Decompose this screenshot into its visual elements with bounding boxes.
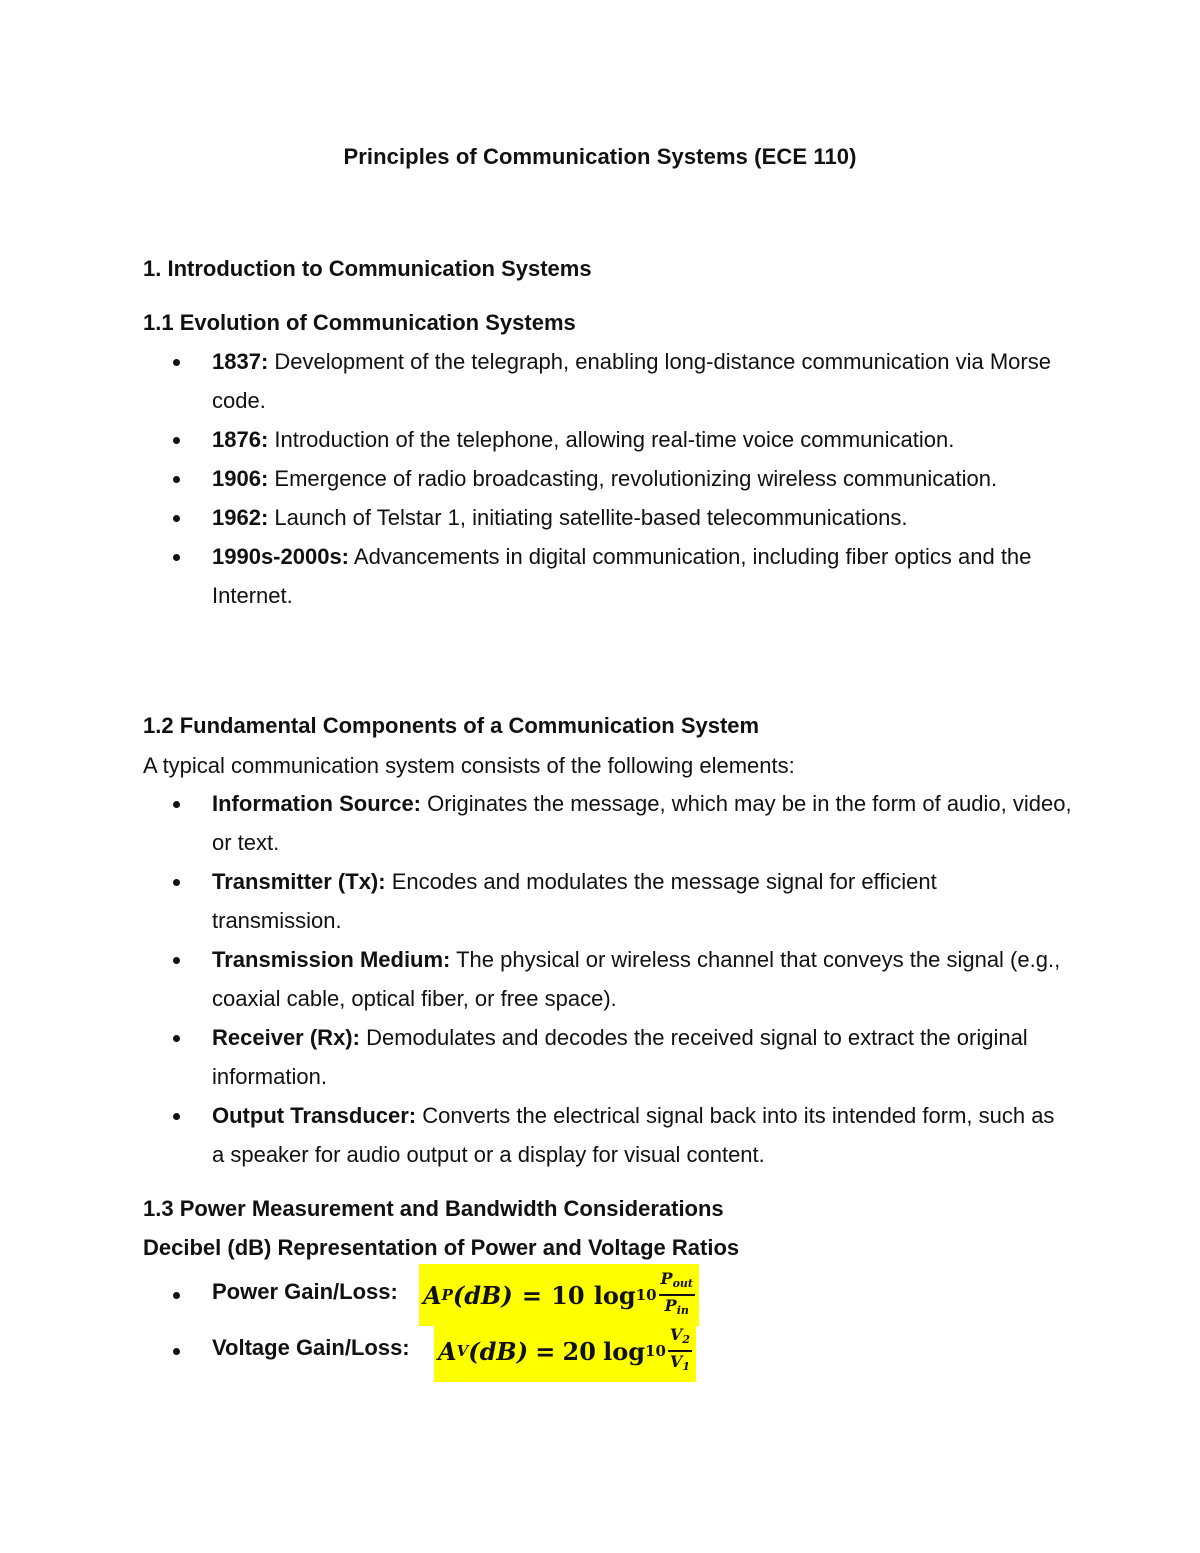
bullet-icon (173, 957, 180, 964)
formula-equals: = (521, 1280, 542, 1310)
list-item-term: 1876: (212, 427, 269, 452)
list-item-term: 1962: (212, 505, 269, 530)
document-title: Principles of Communication Systems (ECE 110) (343, 144, 857, 169)
bullet-icon (173, 1113, 180, 1120)
list-item (0, 784, 1072, 862)
formula-coefficient: 20 (562, 1336, 596, 1366)
list-item (0, 1096, 1072, 1174)
list-item (0, 862, 1072, 940)
bullet-icon (173, 1292, 180, 1299)
list-item-term: 1837: (212, 349, 269, 374)
section-1-1-heading: 1.1 Evolution of Communication Systems (143, 310, 576, 335)
list-item-term: Receiver (Rx): (212, 1025, 360, 1050)
bullet-icon (173, 554, 180, 561)
list-item-text: Emergence of radio broadcasting, revolutionizing wireless communication. (268, 466, 998, 491)
list-item (0, 498, 1072, 537)
components-list (0, 784, 1200, 1174)
list-item (0, 537, 1072, 615)
list-item-text: Converts the electrical signal back into its intended form, such as a speaker for audio output or a display for visual content. (212, 1103, 1055, 1167)
formula-fraction (659, 1270, 695, 1320)
evolution-list (0, 342, 1200, 615)
list-item-text: Originates the message, which may be in the form of audio, video, or text. (212, 791, 1072, 855)
list-item-text: Demodulates and decodes the received signal to extract the original information. (212, 1025, 1028, 1089)
bullet-icon (173, 1348, 180, 1355)
bullet-icon (173, 515, 180, 522)
formula-subscript: P (441, 1286, 453, 1304)
list-item-term: Transmission Medium: (212, 947, 451, 972)
list-item (0, 459, 1072, 498)
formula-symbol: A (438, 1336, 457, 1366)
formula-denominator: $V_1$ (669, 1352, 690, 1373)
formula-coefficient: 10 (551, 1280, 585, 1310)
list-item-text: Development of the telegraph, enabling long-distance communication via Morse code. (212, 349, 1051, 413)
formula-numerator: $P_{out}$ (659, 1270, 695, 1296)
list-item-term: 1906: (212, 466, 269, 491)
list-item-text: Introduction of the telephone, allowing real-time voice communication. (268, 427, 955, 452)
list-item-text: Encodes and modulates the message signal for efficient transmission. (212, 869, 937, 933)
list-item-term: Output Transducer: (212, 1103, 417, 1128)
list-item (0, 420, 1072, 459)
list-item (0, 1018, 1072, 1096)
section-1-3-subheading: Decibel (dB) Representation of Power and Voltage Ratios (143, 1235, 740, 1260)
list-item-text: Launch of Telstar 1, initiating satellite-based telecommunications. (268, 505, 908, 530)
power-gain-label: Power Gain/Loss: (212, 1279, 398, 1304)
list-item-text: The physical or wireless channel that conveys the signal (e.g., coaxial cable, optical fiber, or free space). (212, 947, 1061, 1011)
bullet-icon (173, 359, 180, 366)
formula-log-base: 10 (635, 1286, 657, 1304)
voltage-gain-item (0, 1320, 1200, 1382)
bullet-icon (173, 1035, 180, 1042)
formula-symbol: A (423, 1280, 442, 1310)
list-item (0, 940, 1072, 1018)
section-1-2-heading: 1.2 Fundamental Components of a Communication System (143, 713, 760, 738)
list-item-term: 1990s-2000s: (212, 544, 350, 569)
formula-numerator: $V_2$ (668, 1326, 692, 1352)
formula-log: log (603, 1336, 646, 1366)
power-gain-item (0, 1264, 1200, 1326)
bullet-icon (173, 437, 180, 444)
power-gain-formula (419, 1264, 699, 1326)
bullet-icon (173, 801, 180, 808)
formula-argument: (dB) (452, 1280, 513, 1310)
list-item-term: Transmitter (Tx): (212, 869, 386, 894)
voltage-gain-formula (434, 1320, 696, 1382)
voltage-gain-label: Voltage Gain/Loss: (212, 1335, 410, 1360)
bullet-icon (173, 476, 180, 483)
formula-argument: (dB) (468, 1336, 529, 1366)
list-item-text: Advancements in digital communication, including fiber optics and the Internet. (212, 544, 1032, 608)
formula-equals: = (535, 1336, 556, 1366)
bullet-icon (173, 879, 180, 886)
formula-log: log (593, 1280, 636, 1310)
formula-denominator: $P_{in}$ (664, 1296, 689, 1317)
formula-fraction (668, 1326, 692, 1376)
formula-subscript: V (456, 1342, 469, 1360)
section-1-3-heading: 1.3 Power Measurement and Bandwidth Considerations (143, 1196, 724, 1221)
list-item-term: Information Source: (212, 791, 422, 816)
list-item (0, 342, 1072, 420)
section-1-2-intro: A typical communication system consists of the following elements: (143, 753, 795, 778)
section-1-heading: 1. Introduction to Communication Systems (143, 256, 592, 281)
formula-log-base: 10 (645, 1342, 666, 1360)
